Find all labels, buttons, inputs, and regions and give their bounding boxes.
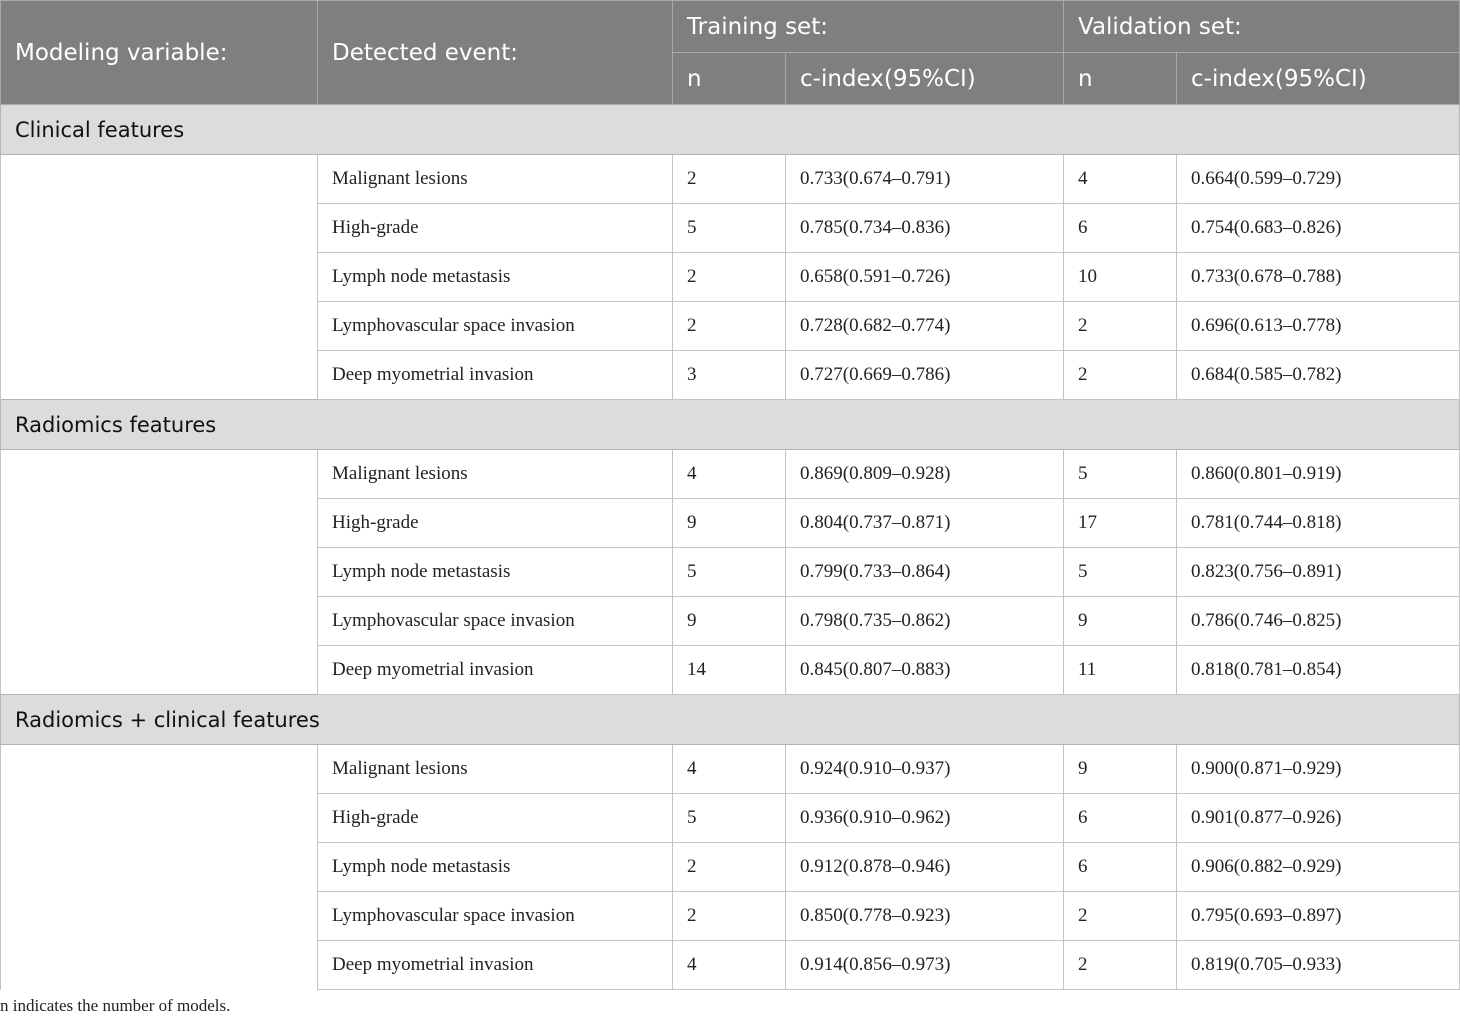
validation-n-cell: 2 (1064, 941, 1177, 990)
validation-n-cell: 11 (1064, 646, 1177, 695)
header-validation-set: Validation set: (1064, 1, 1460, 53)
training-n-cell: 4 (673, 745, 786, 794)
validation-c-index-cell: 0.860(0.801–0.919) (1177, 450, 1460, 499)
training-n-cell: 2 (673, 843, 786, 892)
table-row (1, 302, 1460, 351)
detected-event-cell: Lymph node metastasis (318, 843, 673, 892)
table-row (1, 941, 1460, 990)
training-c-index-cell: 0.804(0.737–0.871) (786, 499, 1064, 548)
header-detected-event: Detected event: (318, 1, 673, 105)
table-row (1, 597, 1460, 646)
training-c-index-cell: 0.785(0.734–0.836) (786, 204, 1064, 253)
modeling-variable-cell (1, 646, 318, 695)
detected-event-cell: Deep myometrial invasion (318, 646, 673, 695)
table-row (1, 450, 1460, 499)
modeling-variable-cell (1, 155, 318, 204)
validation-n-cell: 6 (1064, 794, 1177, 843)
training-n-cell: 9 (673, 597, 786, 646)
modeling-variable-cell (1, 204, 318, 253)
validation-c-index-cell: 0.781(0.744–0.818) (1177, 499, 1460, 548)
section-row (1, 400, 1460, 450)
detected-event-cell: Deep myometrial invasion (318, 941, 673, 990)
table-row (1, 548, 1460, 597)
section-title: Radiomics features (1, 400, 1460, 450)
training-c-index-cell: 0.936(0.910–0.962) (786, 794, 1064, 843)
validation-c-index-cell: 0.786(0.746–0.825) (1177, 597, 1460, 646)
table-row (1, 745, 1460, 794)
training-c-index-cell: 0.845(0.807–0.883) (786, 646, 1064, 695)
detected-event-cell: High-grade (318, 794, 673, 843)
validation-n-cell: 6 (1064, 843, 1177, 892)
detected-event-cell: High-grade (318, 499, 673, 548)
modeling-variable-cell (1, 548, 318, 597)
section-title: Radiomics + clinical features (1, 695, 1460, 745)
modeling-variable-cell (1, 843, 318, 892)
validation-n-cell: 2 (1064, 892, 1177, 941)
header-validation-n: n (1064, 53, 1177, 105)
validation-n-cell: 5 (1064, 450, 1177, 499)
table-body (1, 105, 1460, 990)
training-c-index-cell: 0.728(0.682–0.774) (786, 302, 1064, 351)
training-n-cell: 4 (673, 941, 786, 990)
training-n-cell: 2 (673, 302, 786, 351)
training-c-index-cell: 0.912(0.878–0.946) (786, 843, 1064, 892)
validation-c-index-cell: 0.901(0.877–0.926) (1177, 794, 1460, 843)
section-row (1, 695, 1460, 745)
training-n-cell: 5 (673, 794, 786, 843)
training-c-index-cell: 0.733(0.674–0.791) (786, 155, 1064, 204)
validation-n-cell: 9 (1064, 597, 1177, 646)
validation-c-index-cell: 0.906(0.882–0.929) (1177, 843, 1460, 892)
training-c-index-cell: 0.924(0.910–0.937) (786, 745, 1064, 794)
validation-n-cell: 2 (1064, 302, 1177, 351)
validation-c-index-cell: 0.696(0.613–0.778) (1177, 302, 1460, 351)
validation-n-cell: 4 (1064, 155, 1177, 204)
detected-event-cell: Deep myometrial invasion (318, 351, 673, 400)
detected-event-cell: Lymphovascular space invasion (318, 892, 673, 941)
header-validation-c-index: c-index(95%CI) (1177, 53, 1460, 105)
validation-c-index-cell: 0.818(0.781–0.854) (1177, 646, 1460, 695)
validation-c-index-cell: 0.819(0.705–0.933) (1177, 941, 1460, 990)
modeling-variable-cell (1, 499, 318, 548)
training-n-cell: 4 (673, 450, 786, 499)
validation-c-index-cell: 0.823(0.756–0.891) (1177, 548, 1460, 597)
training-n-cell: 2 (673, 155, 786, 204)
training-n-cell: 2 (673, 253, 786, 302)
training-n-cell: 3 (673, 351, 786, 400)
table-row (1, 843, 1460, 892)
detected-event-cell: Malignant lesions (318, 155, 673, 204)
validation-c-index-cell: 0.733(0.678–0.788) (1177, 253, 1460, 302)
modeling-variable-cell (1, 597, 318, 646)
modeling-variable-cell (1, 302, 318, 351)
header-training-set: Training set: (673, 1, 1064, 53)
table-row (1, 155, 1460, 204)
modeling-variable-cell (1, 450, 318, 499)
modeling-variable-cell (1, 941, 318, 990)
training-c-index-cell: 0.658(0.591–0.726) (786, 253, 1064, 302)
detected-event-cell: Lymphovascular space invasion (318, 302, 673, 351)
section-title: Clinical features (1, 105, 1460, 155)
modeling-variable-cell (1, 794, 318, 843)
table-row (1, 351, 1460, 400)
section-row (1, 105, 1460, 155)
detected-event-cell: Lymphovascular space invasion (318, 597, 673, 646)
training-c-index-cell: 0.869(0.809–0.928) (786, 450, 1064, 499)
validation-c-index-cell: 0.684(0.585–0.782) (1177, 351, 1460, 400)
validation-c-index-cell: 0.754(0.683–0.826) (1177, 204, 1460, 253)
validation-c-index-cell: 0.795(0.693–0.897) (1177, 892, 1460, 941)
table-row (1, 204, 1460, 253)
training-c-index-cell: 0.914(0.856–0.973) (786, 941, 1064, 990)
validation-n-cell: 9 (1064, 745, 1177, 794)
training-c-index-cell: 0.850(0.778–0.923) (786, 892, 1064, 941)
training-n-cell: 14 (673, 646, 786, 695)
modeling-variable-cell (1, 745, 318, 794)
validation-n-cell: 6 (1064, 204, 1177, 253)
table-header (1, 1, 1460, 105)
table-row (1, 892, 1460, 941)
validation-n-cell: 17 (1064, 499, 1177, 548)
detected-event-cell: Malignant lesions (318, 745, 673, 794)
header-training-n: n (673, 53, 786, 105)
detected-event-cell: High-grade (318, 204, 673, 253)
training-n-cell: 9 (673, 499, 786, 548)
header-training-c-index: c-index(95%CI) (786, 53, 1064, 105)
validation-n-cell: 5 (1064, 548, 1177, 597)
header-modeling-variable: Modeling variable: (1, 1, 318, 105)
training-c-index-cell: 0.727(0.669–0.786) (786, 351, 1064, 400)
modeling-variable-cell (1, 351, 318, 400)
training-n-cell: 5 (673, 204, 786, 253)
table-row (1, 253, 1460, 302)
training-c-index-cell: 0.798(0.735–0.862) (786, 597, 1064, 646)
table-row (1, 794, 1460, 843)
training-n-cell: 5 (673, 548, 786, 597)
validation-c-index-cell: 0.900(0.871–0.929) (1177, 745, 1460, 794)
detected-event-cell: Malignant lesions (318, 450, 673, 499)
validation-n-cell: 10 (1064, 253, 1177, 302)
training-n-cell: 2 (673, 892, 786, 941)
detected-event-cell: Lymph node metastasis (318, 548, 673, 597)
validation-n-cell: 2 (1064, 351, 1177, 400)
detected-event-cell: Lymph node metastasis (318, 253, 673, 302)
table-row (1, 646, 1460, 695)
validation-c-index-cell: 0.664(0.599–0.729) (1177, 155, 1460, 204)
table-row (1, 499, 1460, 548)
modeling-variable-cell (1, 253, 318, 302)
training-c-index-cell: 0.799(0.733–0.864) (786, 548, 1064, 597)
modeling-variable-cell (1, 892, 318, 941)
table-footnote: n indicates the number of models. (0, 996, 231, 1015)
